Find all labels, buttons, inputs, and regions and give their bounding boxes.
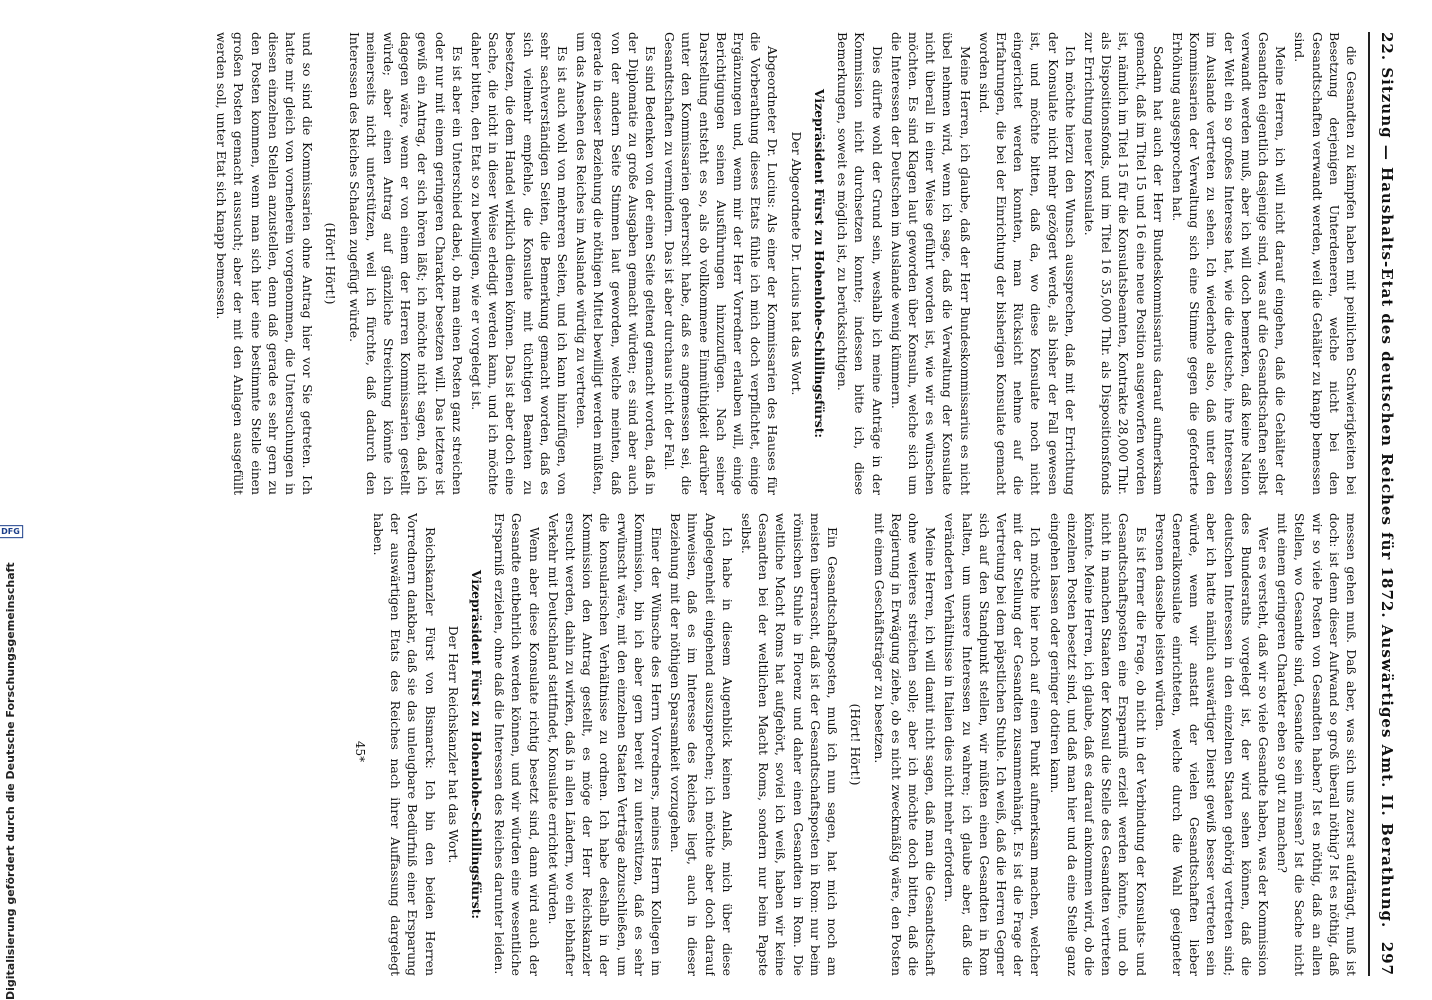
page-number: 297 bbox=[1378, 941, 1396, 976]
rotated-sheet bbox=[96, 24, 1396, 984]
paragraph: Einer der Wünsche des Herrn Vorredners, meines Herrn Kollegen im Kommission, bin ich aber gern bereit zu unterstützen, daß es sehr erwünscht wäre, mit den einzelnen Staaten Verträge abzuschließen, um die konsularischen Verhältnisse zu ordnen. Ich habe deshalb in der Kommission den Antrag gestellt, es möge der Herr Reichskanzler ersucht werden, dahin zu wirken, daß in allen Ländern, wo ein lebhafter Verkehr mit Deutschland stattfindet, Konsulate errichtet würden. bbox=[545, 513, 665, 976]
paragraph: und so sind die Kommissarien ohne Antrag hier vor Sie getreten. Ich hatte mir gleich von vorneherein vorgenommen, die Untersuchungen in diesen einzelnen Stellen anzustellen, denn daß gerade es sehr gern zu den Posten kommen, wenn man sich hier eine bestimmte Stelle einen großen Posten gemacht aussucht; aber der mit den Anlagen ausgefüllt werden soll, unter Etat sich knapp bemessen. bbox=[214, 32, 316, 495]
paragraph: messen gehen muß. Daß aber, was sich uns zuerst aufdrängt, muß ist doch: ist denn dieser Aufwand so groß überall nöthig? Ist es nöthig, daß wir so viele Posten von Gesandten haben? Ist es nöthig, daß an allen Stellen, wo Gesandte sind, Gesandte sein müssen? Ist die Sache nicht mit einem geringeren Charakter eben so gut zu machen? bbox=[1275, 513, 1359, 976]
digitization-credit bbox=[2, 0, 18, 1000]
speaker-heading: Vizepräsident Fürst zu Hohenlohe-Schillingsfürst: bbox=[811, 88, 827, 438]
paragraph: Sodann hat auch der Herr Bundeskommissarius darauf aufmerksam gemacht, daß im Titel 15 und 16 eine neue Position ausgeworfen worden ist, nämlich im Titel 15 für die Konsulatsbeamten, Kontrakte 28,000 Thlr. als Dispositionsfonds, und im Titel 16 35,000 Thlr. als Dispositionsfonds zur Errichtung neuer Konsulate. bbox=[1081, 32, 1166, 495]
running-head bbox=[1368, 32, 1396, 976]
paragraph: Wenn aber diese Konsulate richtig besetzt sind, dann wird auch der Gesandte entbehrlich werden können, und wir würden eine wesentliche Ersparniß erzielen, ohne daß die Interessen des Reiches darunter leiden. bbox=[492, 513, 542, 976]
dfg-logo-icon: DFG bbox=[0, 525, 22, 538]
paragraph: die Gesandten zu kämpfen haben mit peinlichen Schwierigkeiten bei Besetzung derjenigen Unterdeneren, welche nicht bei den Gesandtschaften verwandt werden, weil die Gehälter zu knapp bemessen sind. bbox=[1292, 32, 1359, 495]
paragraph: Ich möchte hier noch auf einen Punkt aufmerksam machen, welcher mit der Stellung der Gesandten zusammenhängt. Es ist die Frage der Vertretung bei dem päpstlichen Stuhle. Ich weiß, daß die Herren Gegner sich auf den Standpunkt stellen, wir müßten einen Gesandten in Rom halten, um unsere Interessen zu wahren; ich glaube aber, daß die veränderten Verhältnisse in Italien dies nicht mehr erfordern. bbox=[942, 513, 1044, 976]
paragraph: Dies dürfte wohl der Grund sein, weshalb ich meine Anträge in der Kommission nicht durchsetzen konnte; indessen bitte ich, diese Bemerkungen, soweit es möglich ist, zu berücksichtigen. bbox=[835, 32, 885, 495]
column-right bbox=[110, 32, 1360, 495]
applause-note: (Hört! Hört!) bbox=[323, 222, 339, 305]
paragraph: Ich habe in diesem Augenblick keinen Anlaß, mich über diese Angelegenheit eingehend auszusprechen; ich möchte aber doch darauf hinweisen, daß es im Interesse des Reiches liegt, auch in dieser Beziehung mit der nöthigen Sparsamkeit vorzugehen. bbox=[668, 513, 735, 976]
column-left bbox=[110, 513, 1360, 976]
paragraph: Meine Herren, ich glaube, daß der Herr Bundeskommissarius es nicht übel nehmen wird, wenn ich sage, daß die Verwaltung der Konsulate nicht überall in einer Weise geführt worden ist, wie wir es wünschen möchten. Es sind Klagen laut geworden über Konsuln, welche sich um die Interessen der Deutschen im Auslande wenig kümmern. bbox=[888, 32, 973, 495]
speaker-next: Der Abgeordnete Dr. Lucius hat das Wort. bbox=[788, 131, 804, 396]
paragraph: Es sind Bedenken von der einen Seite geltend gemacht worden, daß in der Diplomatie zu große Ausgaben gemacht würden; es sind aber auch von der andern Seite Stimmen laut geworden, welche meinten, daß gerade in dieser Beziehung die nöthigen Mittel bewilligt werden müßten, um das Ansehen des Reiches im Auslande würdig zu vertreten. bbox=[574, 32, 659, 495]
page-signature: 45* bbox=[352, 740, 367, 763]
paragraph: Meine Herren, ich will nicht darauf eingehen, daß die Gehälter der Gesandten eigentlich dasjenige sind, was auf die Gesandtschaften selbst verwandt werden muß, aber ich will doch bemerken, daß keine Nation der Welt ein so großes Interesse hat, wie die deutsche, ihre Interessen im Auslande vertreten zu sehen. Ich wiederhole also, daß unter den Kommissarien der Verwaltung sich eine Stimme gegen die geforderte Erhöhung ausgesprochen hat. bbox=[1169, 32, 1289, 495]
text-columns bbox=[110, 32, 1360, 976]
paragraph: Meine Herren, ich will damit nicht sagen, daß man die Gesandtschaft ohne weiteres streichen solle; aber ich möchte doch bitten, daß die Regierung in Erwägung ziehe, ob es nicht zweckmäßig wäre, den Posten mit einem Geschäftsträger zu besetzen. bbox=[871, 513, 939, 976]
applause-note: (Hört! Hört!) bbox=[848, 703, 864, 786]
speaker-next: Der Herr Reichskanzler hat das Wort. bbox=[445, 625, 461, 864]
credit-text: Digitalisierung gefördert durch die Deutsche Forschungsgemeinschaft bbox=[3, 562, 17, 1000]
paragraph: Es ist auch wohl von mehreren Seiten, und ich kann hinzufügen, von sehr sachverständigen Seiten, die Bemerkung gemacht worden, daß es sich vielmehr empfehle, die Konsulate mit tüchtigen Beamten zu besetzen, die dem Handel wirklich dienen können. Das ist aber doch eine Sache, die nicht in dieser Weise erledigt werden kann, und ich möchte daher bitten, den Etat so zu bewilligen, wie er vorgelegt ist. bbox=[469, 32, 571, 495]
paragraph: Es ist ferner die Frage, ob nicht in der Verbindung der Konsulats- und Gesandtschaftsposten eine Ersparniß erzielt werden könnte, und ob nicht in manchen Staaten der Konsul die Stelle des Gesandten vertreten könnte. Meine Herren, ich glaube, daß es darauf ankommen wird, ob die einzelnen Posten besetzt sind, und daß man hier und da eine Stelle ganz eingehen lassen oder geringer dotiren kann. bbox=[1047, 513, 1149, 976]
paragraph: Abgeordneter Dr. Lucius: Als einer der Kommissarien des Hauses für die Vorberathung dieses Etats fühle ich mich doch verpflichtet, einige Ergänzungen und, wenn mir der Herr Vorredner erlauben will, einige Berichtigungen seinen Ausführungen hinzuzufügen. Nach seiner Darstellung entsteht es so, als ob vollkommene Einmüthigkeit darüber unter den Kommissarien geherrscht habe, daß es angemessen sei, die Gesandtschaften zu vermindern. Das ist aber durchaus nicht der Fall. bbox=[662, 32, 781, 495]
paragraph: Reichskanzler Fürst von Bismarck: Ich bin den beiden Herren Vorrednern dankbar, daß sie das unleugbare Bedürfniß einer Ersparung der auswärtigen Etats des Reiches nach ihrer Auffassung dargelegt haben. bbox=[371, 513, 438, 976]
session-title: 22. Sitzung — Haushalts-Etat des deutschen Reiches für 1872. Auswärtiges Amt. II. Berathung. bbox=[1378, 32, 1396, 929]
paragraph: Ich möchte hierzu den Wunsch aussprechen, daß mit der Errichtung der Konsulate nicht mehr gezögert werde, als bisher der Fall gewesen ist, und möchte bitten, daß da, wo diese Konsulate noch nicht eingerichtet werden konnten, man Rücksicht nehme auf die Erfahrungen, die bei der Einrichtung der bisherigen Konsulate gemacht worden sind. bbox=[976, 32, 1078, 495]
speaker-heading: Vizepräsident Fürst zu Hohenlohe-Schillingsfürst: bbox=[469, 569, 485, 919]
paragraph: Es ist aber ein Unterschied dabei, ob man einen Posten ganz streichen oder nur mit einem geringeren Charakter besetzen will. Das letztere ist gewiß ein Antrag, der sich hören läßt; ich möchte nicht sagen, daß ich dagegen wäre, wenn er von einem der Herren Kommissarien gestellt würde; aber einen Antrag auf gänzliche Streichung könnte ich meinerseits nicht unterstützen, weil ich fürchte, daß dadurch den Interessen des Reiches Schaden zugefügt würde. bbox=[346, 32, 465, 495]
paragraph: Wer es versteht, daß wir so viele Gesandte haben, was der Kommission des Bundesraths vorgelegt ist, der wird sehen können, daß die deutschen Interessen in den einzelnen Staaten gehörig vertreten sind; aber ich hatte nämlich auswärtiger Dienst gewiß besser vertreten sein würde, wenn wir anstatt der vielen Gesandtschaften lieber Generalkonsulate einrichteten, welche durch die Wahl geeigneter Personen dasselbe leisten würden. bbox=[1152, 513, 1271, 976]
paragraph: Ein Gesandtschaftsposten, muß ich nun sagen, hat mich noch am meisten überrascht, daß ist der Gesandtschaftsposten in Rom: nur beim römischen Stuhle in Florenz und daher einen Gesandten in Rom. Die weltliche Macht Roms hat aufgehört, soviel ich weiß, haben wir keine Gesandten bei der weltlichen Macht Roms, sondern nur beim Papste selbst. bbox=[739, 513, 841, 976]
